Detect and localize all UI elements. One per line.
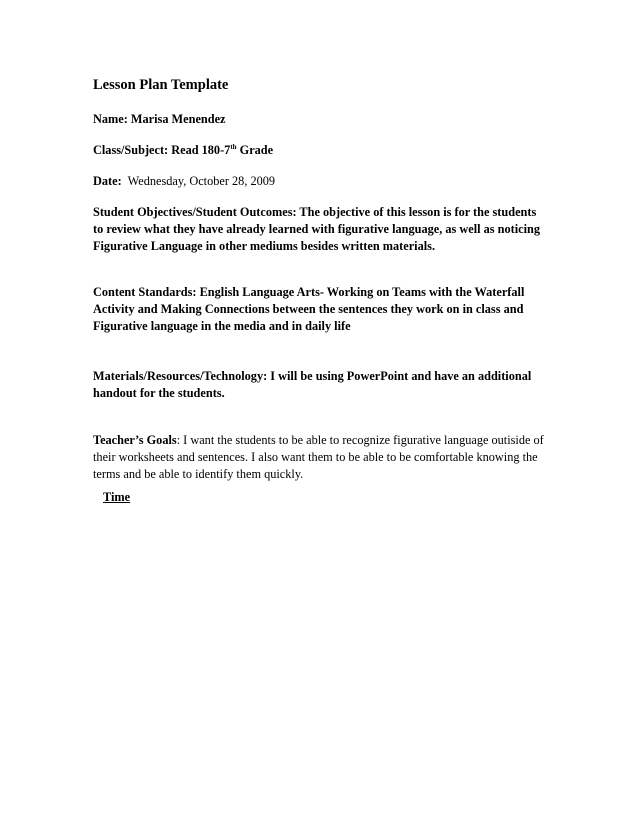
content-standards: Content Standards: English Language Arts- Working on Teams with the Waterfall Activity and Making Connections between the sentences they work on in class and Figurative language in the media and in daily life [93, 285, 525, 333]
document-title: Lesson Plan Template [93, 77, 229, 93]
class-subject-field [93, 142, 545, 158]
teachers-goals [93, 432, 545, 483]
teachers-goals-label: Teacher’s Goals [93, 433, 177, 447]
class-grade-text: Grade [236, 143, 274, 157]
date-field [93, 173, 545, 189]
name-field: Name: Marisa Menendez [93, 112, 226, 126]
grade-ordinal-suffix: th [230, 142, 237, 151]
teachers-goals-text: : I want the students to be able to recognize figurative language outiside of their worksheets and sentences. I also want them to be able to be comfortable knowing the terms and be able to identify them quickly. [93, 433, 544, 481]
lesson-plan-document [93, 76, 545, 483]
student-objectives: Student Objectives/Student Outcomes: The objective of this lesson is for the students to review what they have already learned with figurative language, as well as noticing Figurative Language in other mediums besides written materials. [93, 205, 540, 253]
class-subject-text: Class/Subject: Read 180-7 [93, 143, 231, 157]
date-label: Date: [93, 174, 122, 188]
time-heading: Time [103, 490, 131, 504]
date-value: Wednesday, October 28, 2009 [121, 174, 276, 188]
materials-resources: Materials/Resources/Technology: I will be using PowerPoint and have an additional handout for the students. [93, 369, 532, 400]
